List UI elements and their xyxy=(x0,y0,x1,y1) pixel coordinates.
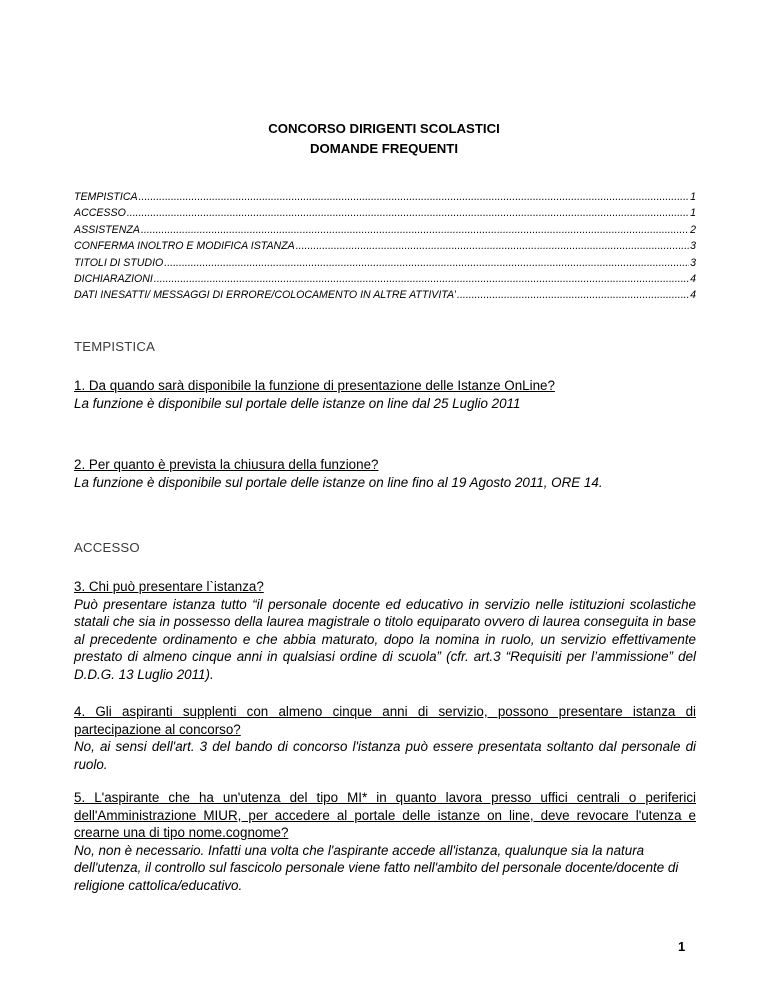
faq-answer: Può presentare istanza tutto “il personale docente ed educativo in servizio nelle istituzioni scolastiche statali che sia in possesso della laurea magistrale o titolo equiparato ovvero di laurea conseguita in base al precedente ordinamento e che abbia maturato, dopo la nomina in ruolo, un servizio effettivamente prestato di almeno cinque anni in qualsiasi ordine di scuola” (cfr. art.3 “Requisiti per l’ammissione” del D.D.G. 13 Luglio 2011). xyxy=(74,596,696,682)
toc-page-number: 4 xyxy=(690,289,696,302)
faq-question: 4. Gli aspiranti supplenti con almeno cinque anni di servizio, possono presentare istanza di partecipazione al concorso? xyxy=(74,704,696,737)
toc-label: ASSISTENZA xyxy=(74,223,140,236)
faq-item xyxy=(74,377,696,412)
toc-page-number: 1 xyxy=(690,191,696,203)
faq-item xyxy=(74,578,696,683)
faq-answer: No, non è necessario. Infatti una volta che l'aspirante accede all'istanza, qualunque sia la natura dell'utenza, il controllo sul fascicolo personale viene fatto nell'ambito del personale docente/docente di religione cattolica/educativo. xyxy=(74,842,679,893)
title-line-2: DOMANDE FREQUENTI xyxy=(310,141,458,156)
toc-label: DICHIARAZIONI xyxy=(74,273,153,286)
toc-leader-dots xyxy=(154,271,689,287)
title-line-1: CONCORSO DIRIGENTI SCOLASTICI xyxy=(268,121,500,136)
faq-answer: La funzione è disponibile sul portale delle istanze on line dal 25 Luglio 2011 xyxy=(74,395,521,411)
table-of-contents xyxy=(74,189,696,304)
toc-page-number: 2 xyxy=(690,223,696,236)
toc-leader-dots xyxy=(139,189,690,205)
toc-page-number: 4 xyxy=(690,273,696,286)
faq-question: 3. Chi può presentare l`istanza? xyxy=(74,579,264,594)
section-heading-accesso: ACCESSO xyxy=(74,540,140,555)
toc-leader-dots xyxy=(127,205,689,221)
toc-entry-tempistica[interactable] xyxy=(74,189,696,205)
faq-answer: No, ai sensi dell'art. 3 del bando di concorso l'istanza può essere presentata soltanto dal personale di ruolo. xyxy=(74,739,696,772)
faq-item xyxy=(74,456,696,491)
toc-page-number: 1 xyxy=(690,207,696,220)
faq-item xyxy=(74,703,696,773)
toc-entry-dichiarazioni[interactable] xyxy=(74,271,696,287)
faq-question: 2. Per quanto è prevista la chiusura della funzione? xyxy=(74,457,379,472)
toc-page-number: 3 xyxy=(690,240,696,253)
toc-label: DATI INESATTI/ MESSAGGI DI ERRORE/COLOCAMENTO IN ALTRE ATTIVITA’ xyxy=(74,289,457,302)
document-title xyxy=(0,119,768,159)
toc-leader-dots xyxy=(457,287,689,303)
toc-entry-assistenza[interactable] xyxy=(74,222,696,238)
toc-leader-dots xyxy=(164,255,689,271)
toc-entry-titoli-di-studio[interactable] xyxy=(74,255,696,271)
toc-entry-conferma-inoltro[interactable] xyxy=(74,238,696,254)
toc-label: ACCESSO xyxy=(74,207,126,220)
toc-entry-accesso[interactable] xyxy=(74,205,696,221)
faq-question: 5. L'aspirante che ha un'utenza del tipo MI* in quanto lavora presso uffici centrali o periferici dell'Amministrazione MIUR, per accedere al portale delle istanze on line, deve revocare l'utenza e crearne una di tipo nome.cognome? xyxy=(74,790,696,840)
toc-page-number: 3 xyxy=(690,256,696,269)
toc-leader-dots xyxy=(141,222,689,238)
toc-label: CONFERMA INOLTRO E MODIFICA ISTANZA xyxy=(74,240,295,253)
toc-label: TEMPISTICA xyxy=(74,191,138,203)
toc-label: TITOLI DI STUDIO xyxy=(74,256,164,269)
faq-item xyxy=(74,789,696,894)
toc-entry-dati-inesatti[interactable] xyxy=(74,287,696,303)
page-number: 1 xyxy=(678,939,686,954)
section-heading-tempistica: TEMPISTICA xyxy=(74,339,156,354)
toc-leader-dots xyxy=(296,238,689,254)
faq-question: 1. Da quando sarà disponibile la funzione di presentazione delle Istanze OnLine? xyxy=(74,378,555,393)
faq-answer: La funzione è disponibile sul portale delle istanze on line fino al 19 Agosto 2011, ORE 14. xyxy=(74,474,603,490)
